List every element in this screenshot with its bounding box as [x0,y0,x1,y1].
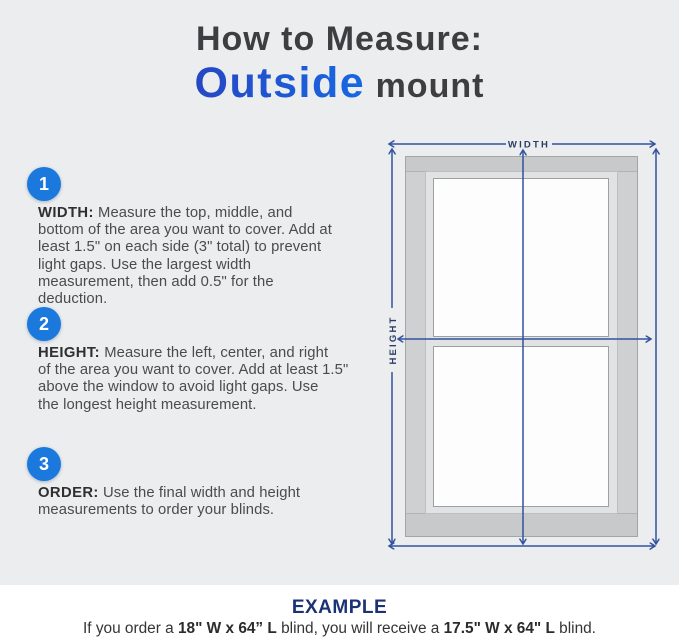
step-line: measurements to order your blinds. [38,502,275,519]
step-line: least 1.5" on each side (3" total) to prevent [38,239,322,256]
step-line: bottom of the area you want to cover. Add at [38,222,332,239]
example-measurement: 17.5" W x 64" L [443,620,555,637]
step-3-text [38,485,390,519]
step-1-number: 1 [38,173,49,194]
step-2-first-line: Measure the left, center, and right [104,345,329,361]
title-line2 [0,59,679,117]
step-1-line [38,205,390,222]
step-2-badge [27,307,61,341]
example-text: blind. [554,620,596,637]
step-3-badge [27,447,61,481]
step-line: light gaps. Use the largest width [38,256,252,273]
step-line: of the area you want to cover. Add at least 1.5" [38,362,349,379]
step-2-number: 2 [38,313,49,334]
step-1-text [38,205,390,308]
title-outside-highlight: Outside [194,59,366,107]
step-1-first-line: Measure the top, middle, and [98,205,293,221]
step-2-line [38,345,390,362]
example-section [0,585,679,644]
step-3-number: 3 [38,453,49,474]
step-line: the longest height measurement. [38,396,257,413]
example-heading: EXAMPLE [291,597,388,618]
step-1-badge [27,167,61,201]
title-mount: mount [365,67,485,105]
title-line1: How to Measure: [195,20,484,58]
step-line: deduction. [38,291,108,308]
step-3-line [38,485,390,502]
width-label: WIDTH [507,139,551,151]
step-1-label: WIDTH: [38,205,94,221]
example-sentence [0,620,679,638]
step-2-label: HEIGHT: [38,345,100,361]
height-label: HEIGHT [388,315,399,365]
step-3-label: ORDER: [38,485,99,501]
example-text: blind, you will receive a [276,620,444,637]
step-3-first-line: Use the final width and height [102,485,301,501]
example-text: If you order a [83,620,178,637]
measurement-arrows [380,130,679,560]
step-line: above the window to avoid light gaps. Use [38,379,319,396]
example-measurement: 18" W x 64” L [177,620,277,637]
page-title [0,20,679,117]
step-line: measurement, then add 0.5" for the [38,273,274,290]
step-2-text [38,345,390,414]
